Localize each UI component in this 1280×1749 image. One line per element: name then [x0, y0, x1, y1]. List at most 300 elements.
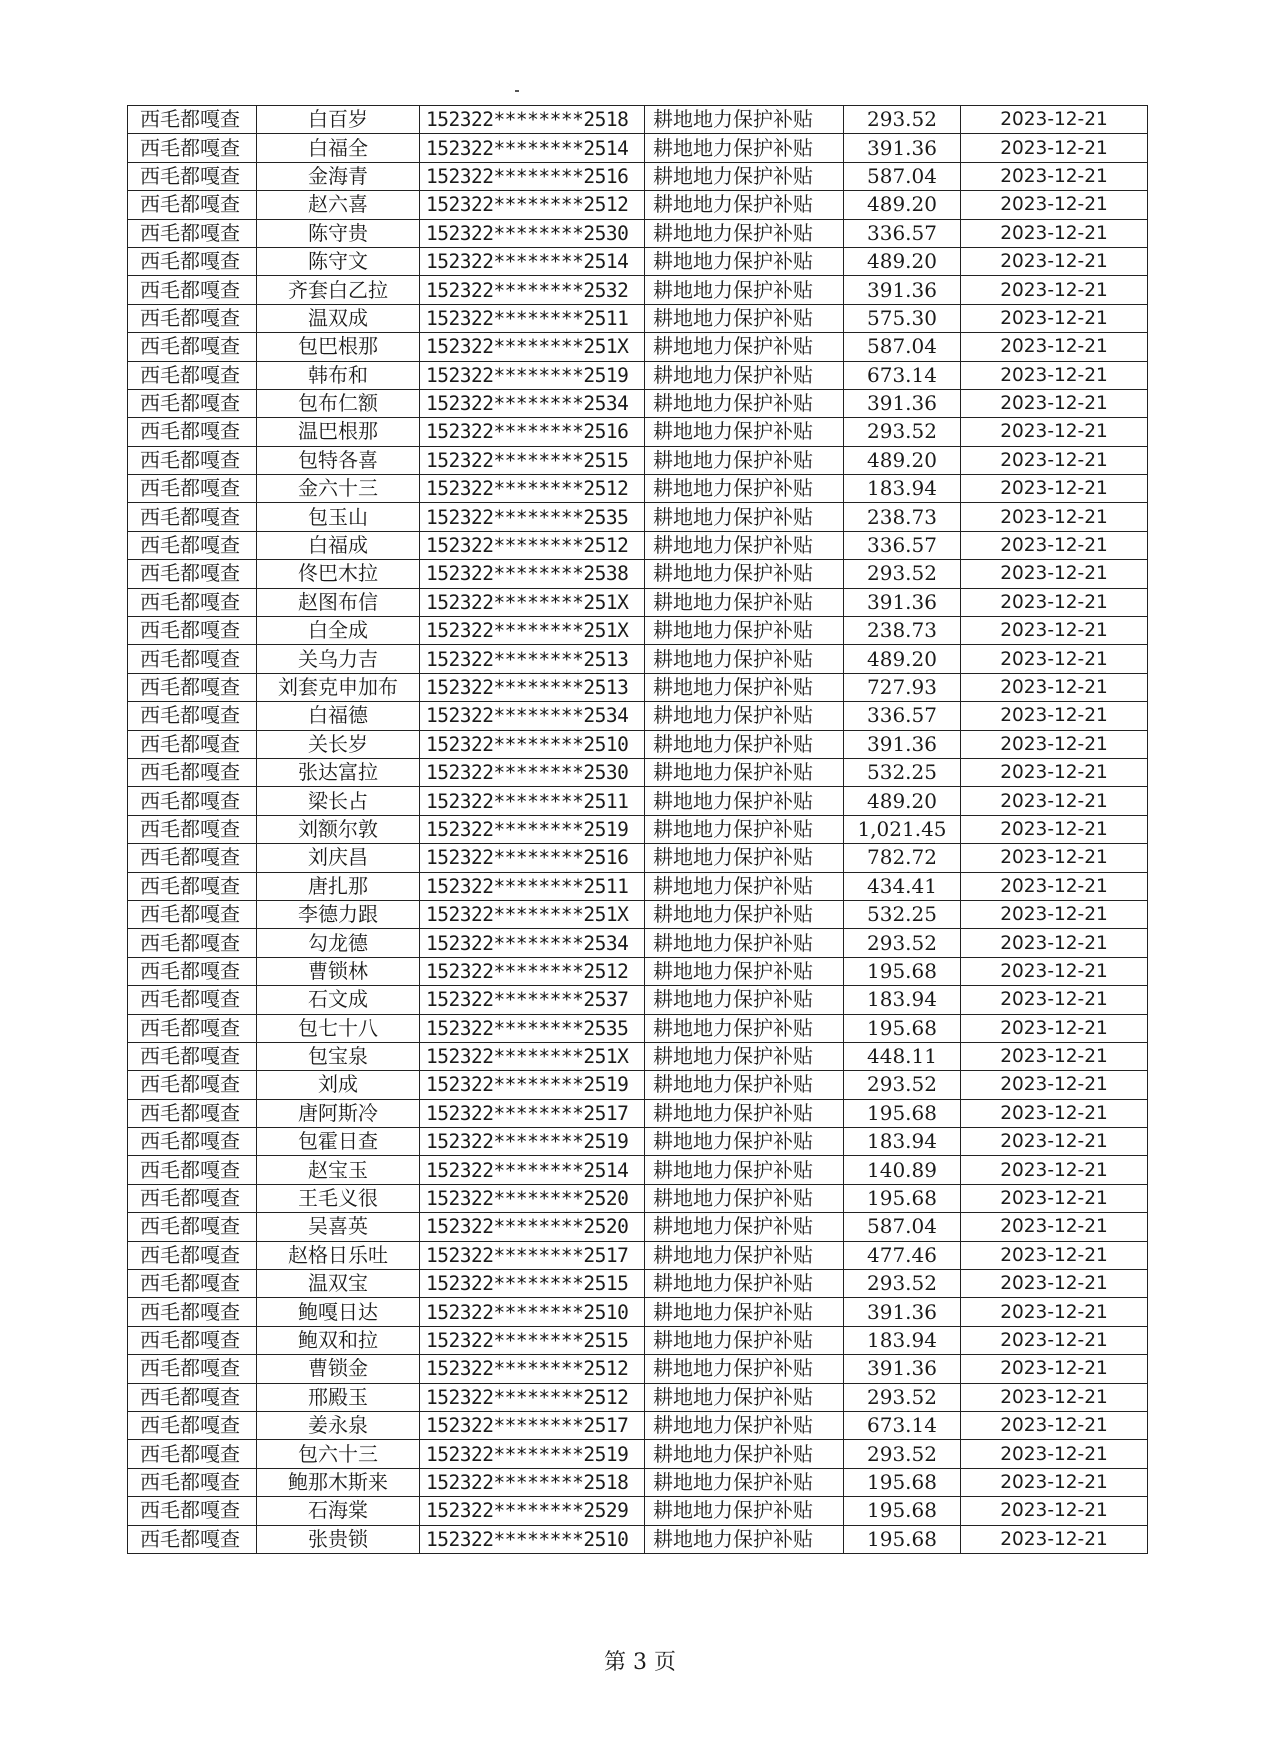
name-cell: 张贵锁: [257, 1525, 420, 1553]
amount-cell: 183.94: [844, 1326, 961, 1354]
id-number-cell: 152322********251X: [420, 588, 645, 616]
subsidy-item-cell: 耕地地力保护补贴: [645, 1355, 844, 1383]
subsidy-item-cell: 耕地地力保护补贴: [645, 475, 844, 503]
id-number-cell: 152322********2519: [420, 1440, 645, 1468]
amount-cell: 575.30: [844, 304, 961, 332]
village-cell: 西毛都嘎查: [128, 872, 257, 900]
subsidy-item-cell: 耕地地力保护补贴: [645, 787, 844, 815]
amount-cell: 489.20: [844, 247, 961, 275]
name-cell: 鲍嘎日达: [257, 1298, 420, 1326]
amount-cell: 183.94: [844, 1128, 961, 1156]
village-cell: 西毛都嘎查: [128, 1383, 257, 1411]
subsidy-item-cell: 耕地地力保护补贴: [645, 1213, 844, 1241]
name-cell: 赵六喜: [257, 191, 420, 219]
subsidy-item-cell: 耕地地力保护补贴: [645, 645, 844, 673]
amount-cell: 195.68: [844, 1014, 961, 1042]
id-number-cell: 152322********2518: [420, 106, 645, 134]
subsidy-item-cell: 耕地地力保护补贴: [645, 1128, 844, 1156]
id-number-cell: 152322********2537: [420, 986, 645, 1014]
name-cell: 赵宝玉: [257, 1156, 420, 1184]
subsidy-item-cell: 耕地地力保护补贴: [645, 1071, 844, 1099]
date-cell: 2023-12-21: [961, 617, 1148, 645]
id-number-cell: 152322********2534: [420, 929, 645, 957]
village-cell: 西毛都嘎查: [128, 900, 257, 928]
amount-cell: 727.93: [844, 673, 961, 701]
table-row: [128, 361, 1148, 389]
subsidy-item-cell: 耕地地力保护补贴: [645, 304, 844, 332]
subsidy-item-cell: 耕地地力保护补贴: [645, 503, 844, 531]
name-cell: 包布仁额: [257, 389, 420, 417]
id-number-cell: 152322********2514: [420, 247, 645, 275]
name-cell: 包玉山: [257, 503, 420, 531]
amount-cell: 183.94: [844, 986, 961, 1014]
name-cell: 白福成: [257, 531, 420, 559]
subsidy-item-cell: 耕地地力保护补贴: [645, 361, 844, 389]
village-cell: 西毛都嘎查: [128, 1525, 257, 1553]
id-number-cell: 152322********2516: [420, 418, 645, 446]
name-cell: 包霍日查: [257, 1128, 420, 1156]
date-cell: 2023-12-21: [961, 1184, 1148, 1212]
table-row: [128, 986, 1148, 1014]
table-row: [128, 389, 1148, 417]
village-cell: 西毛都嘎查: [128, 333, 257, 361]
subsidy-item-cell: 耕地地力保护补贴: [645, 900, 844, 928]
village-cell: 西毛都嘎查: [128, 162, 257, 190]
table-row: [128, 673, 1148, 701]
name-cell: 曹锁金: [257, 1355, 420, 1383]
date-cell: 2023-12-21: [961, 475, 1148, 503]
village-cell: 西毛都嘎查: [128, 247, 257, 275]
amount-cell: 195.68: [844, 1468, 961, 1496]
subsidy-item-cell: 耕地地力保护补贴: [645, 531, 844, 559]
date-cell: 2023-12-21: [961, 1298, 1148, 1326]
date-cell: 2023-12-21: [961, 1326, 1148, 1354]
name-cell: 赵图布信: [257, 588, 420, 616]
amount-cell: 391.36: [844, 134, 961, 162]
date-cell: 2023-12-21: [961, 1468, 1148, 1496]
village-cell: 西毛都嘎查: [128, 730, 257, 758]
table-row: [128, 531, 1148, 559]
id-number-cell: 152322********2516: [420, 844, 645, 872]
amount-cell: 673.14: [844, 1411, 961, 1439]
id-number-cell: 152322********2530: [420, 219, 645, 247]
date-cell: 2023-12-21: [961, 247, 1148, 275]
village-cell: 西毛都嘎查: [128, 418, 257, 446]
table-row: [128, 730, 1148, 758]
id-number-cell: 152322********2512: [420, 531, 645, 559]
id-number-cell: 152322********2517: [420, 1241, 645, 1269]
subsidy-item-cell: 耕地地力保护补贴: [645, 815, 844, 843]
subsidy-item-cell: 耕地地力保护补贴: [645, 560, 844, 588]
amount-cell: 391.36: [844, 588, 961, 616]
id-number-cell: 152322********2520: [420, 1184, 645, 1212]
name-cell: 温双成: [257, 304, 420, 332]
table-row: [128, 560, 1148, 588]
village-cell: 西毛都嘎查: [128, 191, 257, 219]
amount-cell: 489.20: [844, 645, 961, 673]
date-cell: 2023-12-21: [961, 815, 1148, 843]
id-number-cell: 152322********2519: [420, 815, 645, 843]
table-row: [128, 162, 1148, 190]
amount-cell: 391.36: [844, 1355, 961, 1383]
village-cell: 西毛都嘎查: [128, 1468, 257, 1496]
id-number-cell: 152322********2534: [420, 389, 645, 417]
date-cell: 2023-12-21: [961, 986, 1148, 1014]
table-row: [128, 1184, 1148, 1212]
name-cell: 鲍那木斯来: [257, 1468, 420, 1496]
village-cell: 西毛都嘎查: [128, 276, 257, 304]
table-row: [128, 844, 1148, 872]
name-cell: 吴喜英: [257, 1213, 420, 1241]
date-cell: 2023-12-21: [961, 1525, 1148, 1553]
table-row: [128, 900, 1148, 928]
date-cell: 2023-12-21: [961, 333, 1148, 361]
name-cell: 石文成: [257, 986, 420, 1014]
amount-cell: 391.36: [844, 389, 961, 417]
subsidy-item-cell: 耕地地力保护补贴: [645, 986, 844, 1014]
name-cell: 邢殿玉: [257, 1383, 420, 1411]
village-cell: 西毛都嘎查: [128, 673, 257, 701]
id-number-cell: 152322********2514: [420, 1156, 645, 1184]
subsidy-item-cell: 耕地地力保护补贴: [645, 929, 844, 957]
id-number-cell: 152322********2512: [420, 1383, 645, 1411]
id-number-cell: 152322********2511: [420, 872, 645, 900]
name-cell: 白福德: [257, 702, 420, 730]
id-number-cell: 152322********2511: [420, 304, 645, 332]
page-number: 第 3 页: [604, 1650, 676, 1675]
village-cell: 西毛都嘎查: [128, 1014, 257, 1042]
date-cell: 2023-12-21: [961, 1128, 1148, 1156]
amount-cell: 434.41: [844, 872, 961, 900]
table-row: [128, 1071, 1148, 1099]
subsidy-item-cell: 耕地地力保护补贴: [645, 1099, 844, 1127]
date-cell: 2023-12-21: [961, 361, 1148, 389]
name-cell: 唐扎那: [257, 872, 420, 900]
date-cell: 2023-12-21: [961, 106, 1148, 134]
date-cell: 2023-12-21: [961, 418, 1148, 446]
table-row: [128, 588, 1148, 616]
id-number-cell: 152322********2517: [420, 1099, 645, 1127]
name-cell: 温巴根那: [257, 418, 420, 446]
table-row: [128, 957, 1148, 985]
amount-cell: 532.25: [844, 758, 961, 786]
table-row: [128, 191, 1148, 219]
table-row: [128, 1468, 1148, 1496]
table-row: [128, 1156, 1148, 1184]
id-number-cell: 152322********2530: [420, 758, 645, 786]
name-cell: 韩布和: [257, 361, 420, 389]
name-cell: 刘成: [257, 1071, 420, 1099]
table-row: [128, 645, 1148, 673]
date-cell: 2023-12-21: [961, 758, 1148, 786]
subsidy-item-cell: 耕地地力保护补贴: [645, 1411, 844, 1439]
amount-cell: 391.36: [844, 730, 961, 758]
id-number-cell: 152322********2514: [420, 134, 645, 162]
subsidy-item-cell: 耕地地力保护补贴: [645, 1241, 844, 1269]
id-number-cell: 152322********251X: [420, 1042, 645, 1070]
date-cell: 2023-12-21: [961, 844, 1148, 872]
village-cell: 西毛都嘎查: [128, 1156, 257, 1184]
name-cell: 佟巴木拉: [257, 560, 420, 588]
date-cell: 2023-12-21: [961, 702, 1148, 730]
subsidy-item-cell: 耕地地力保护补贴: [645, 1383, 844, 1411]
date-cell: 2023-12-21: [961, 446, 1148, 474]
village-cell: 西毛都嘎查: [128, 1042, 257, 1070]
amount-cell: 293.52: [844, 1270, 961, 1298]
subsidy-table: [127, 105, 1148, 1554]
name-cell: 刘套克申加布: [257, 673, 420, 701]
name-cell: 齐套白乙拉: [257, 276, 420, 304]
village-cell: 西毛都嘎查: [128, 1411, 257, 1439]
table-row: [128, 1014, 1148, 1042]
id-number-cell: 152322********2519: [420, 1071, 645, 1099]
id-number-cell: 152322********2512: [420, 191, 645, 219]
village-cell: 西毛都嘎查: [128, 1497, 257, 1525]
id-number-cell: 152322********2511: [420, 787, 645, 815]
village-cell: 西毛都嘎查: [128, 1213, 257, 1241]
id-number-cell: 152322********251X: [420, 617, 645, 645]
name-cell: 勾龙德: [257, 929, 420, 957]
village-cell: 西毛都嘎查: [128, 844, 257, 872]
date-cell: 2023-12-21: [961, 191, 1148, 219]
subsidy-item-cell: 耕地地力保护补贴: [645, 1042, 844, 1070]
name-cell: 刘庆昌: [257, 844, 420, 872]
subsidy-item-cell: 耕地地力保护补贴: [645, 219, 844, 247]
id-number-cell: 152322********2535: [420, 503, 645, 531]
amount-cell: 293.52: [844, 418, 961, 446]
village-cell: 西毛都嘎查: [128, 1440, 257, 1468]
amount-cell: 238.73: [844, 617, 961, 645]
id-number-cell: 152322********2519: [420, 1128, 645, 1156]
village-cell: 西毛都嘎查: [128, 134, 257, 162]
subsidy-item-cell: 耕地地力保护补贴: [645, 957, 844, 985]
date-cell: 2023-12-21: [961, 1383, 1148, 1411]
name-cell: 曹锁林: [257, 957, 420, 985]
date-cell: 2023-12-21: [961, 900, 1148, 928]
amount-cell: 489.20: [844, 787, 961, 815]
subsidy-item-cell: 耕地地力保护补贴: [645, 247, 844, 275]
village-cell: 西毛都嘎查: [128, 957, 257, 985]
date-cell: 2023-12-21: [961, 276, 1148, 304]
id-number-cell: 152322********2515: [420, 1270, 645, 1298]
subsidy-item-cell: 耕地地力保护补贴: [645, 333, 844, 361]
amount-cell: 532.25: [844, 900, 961, 928]
date-cell: 2023-12-21: [961, 929, 1148, 957]
amount-cell: 293.52: [844, 106, 961, 134]
date-cell: 2023-12-21: [961, 1270, 1148, 1298]
scan-mark: [515, 90, 519, 92]
village-cell: 西毛都嘎查: [128, 304, 257, 332]
amount-cell: 293.52: [844, 560, 961, 588]
amount-cell: 489.20: [844, 191, 961, 219]
date-cell: 2023-12-21: [961, 389, 1148, 417]
village-cell: 西毛都嘎查: [128, 986, 257, 1014]
date-cell: 2023-12-21: [961, 560, 1148, 588]
id-number-cell: 152322********2512: [420, 957, 645, 985]
village-cell: 西毛都嘎查: [128, 758, 257, 786]
subsidy-item-cell: 耕地地力保护补贴: [645, 872, 844, 900]
id-number-cell: 152322********2518: [420, 1468, 645, 1496]
village-cell: 西毛都嘎查: [128, 475, 257, 503]
subsidy-item-cell: 耕地地力保护补贴: [645, 418, 844, 446]
date-cell: 2023-12-21: [961, 1497, 1148, 1525]
subsidy-item-cell: 耕地地力保护补贴: [645, 1497, 844, 1525]
amount-cell: 195.68: [844, 957, 961, 985]
table-row: [128, 503, 1148, 531]
subsidy-item-cell: 耕地地力保护补贴: [645, 844, 844, 872]
subsidy-item-cell: 耕地地力保护补贴: [645, 191, 844, 219]
id-number-cell: 152322********2510: [420, 1298, 645, 1326]
id-number-cell: 152322********2515: [420, 1326, 645, 1354]
date-cell: 2023-12-21: [961, 787, 1148, 815]
id-number-cell: 152322********2519: [420, 361, 645, 389]
table-row: [128, 247, 1148, 275]
date-cell: 2023-12-21: [961, 673, 1148, 701]
amount-cell: 293.52: [844, 929, 961, 957]
amount-cell: 183.94: [844, 475, 961, 503]
amount-cell: 336.57: [844, 702, 961, 730]
amount-cell: 489.20: [844, 446, 961, 474]
id-number-cell: 152322********2516: [420, 162, 645, 190]
village-cell: 西毛都嘎查: [128, 1128, 257, 1156]
amount-cell: 195.68: [844, 1497, 961, 1525]
name-cell: 李德力跟: [257, 900, 420, 928]
village-cell: 西毛都嘎查: [128, 588, 257, 616]
table-row: [128, 787, 1148, 815]
id-number-cell: 152322********2512: [420, 1355, 645, 1383]
amount-cell: 293.52: [844, 1383, 961, 1411]
id-number-cell: 152322********2510: [420, 730, 645, 758]
date-cell: 2023-12-21: [961, 588, 1148, 616]
table-row: [128, 106, 1148, 134]
amount-cell: 293.52: [844, 1071, 961, 1099]
id-number-cell: 152322********2517: [420, 1411, 645, 1439]
table-row: [128, 929, 1148, 957]
subsidy-item-cell: 耕地地力保护补贴: [645, 730, 844, 758]
subsidy-item-cell: 耕地地力保护补贴: [645, 1156, 844, 1184]
subsidy-item-cell: 耕地地力保护补贴: [645, 702, 844, 730]
name-cell: 包宝泉: [257, 1042, 420, 1070]
name-cell: 石海棠: [257, 1497, 420, 1525]
date-cell: 2023-12-21: [961, 1042, 1148, 1070]
name-cell: 包六十三: [257, 1440, 420, 1468]
name-cell: 关长岁: [257, 730, 420, 758]
village-cell: 西毛都嘎查: [128, 617, 257, 645]
subsidy-item-cell: 耕地地力保护补贴: [645, 106, 844, 134]
date-cell: 2023-12-21: [961, 645, 1148, 673]
village-cell: 西毛都嘎查: [128, 1270, 257, 1298]
date-cell: 2023-12-21: [961, 872, 1148, 900]
table-row: [128, 617, 1148, 645]
subsidy-item-cell: 耕地地力保护补贴: [645, 276, 844, 304]
id-number-cell: 152322********251X: [420, 333, 645, 361]
table-row: [128, 1355, 1148, 1383]
table-row: [128, 134, 1148, 162]
name-cell: 张达富拉: [257, 758, 420, 786]
table-row: [128, 446, 1148, 474]
table-row: [128, 276, 1148, 304]
subsidy-item-cell: 耕地地力保护补贴: [645, 1184, 844, 1212]
village-cell: 西毛都嘎查: [128, 446, 257, 474]
date-cell: 2023-12-21: [961, 730, 1148, 758]
date-cell: 2023-12-21: [961, 162, 1148, 190]
table-row: [128, 1270, 1148, 1298]
amount-cell: 587.04: [844, 162, 961, 190]
name-cell: 金六十三: [257, 475, 420, 503]
date-cell: 2023-12-21: [961, 531, 1148, 559]
id-number-cell: 152322********2532: [420, 276, 645, 304]
table-row: [128, 1383, 1148, 1411]
date-cell: 2023-12-21: [961, 1241, 1148, 1269]
village-cell: 西毛都嘎查: [128, 503, 257, 531]
amount-cell: 293.52: [844, 1440, 961, 1468]
village-cell: 西毛都嘎查: [128, 702, 257, 730]
name-cell: 白全成: [257, 617, 420, 645]
date-cell: 2023-12-21: [961, 1156, 1148, 1184]
date-cell: 2023-12-21: [961, 503, 1148, 531]
date-cell: 2023-12-21: [961, 134, 1148, 162]
name-cell: 金海青: [257, 162, 420, 190]
table-row: [128, 1042, 1148, 1070]
amount-cell: 140.89: [844, 1156, 961, 1184]
name-cell: 梁长占: [257, 787, 420, 815]
table-row: [128, 758, 1148, 786]
village-cell: 西毛都嘎查: [128, 1298, 257, 1326]
subsidy-item-cell: 耕地地力保护补贴: [645, 162, 844, 190]
subsidy-item-cell: 耕地地力保护补贴: [645, 389, 844, 417]
amount-cell: 587.04: [844, 1213, 961, 1241]
table-row: [128, 1213, 1148, 1241]
id-number-cell: 152322********2538: [420, 560, 645, 588]
date-cell: 2023-12-21: [961, 1071, 1148, 1099]
name-cell: 白百岁: [257, 106, 420, 134]
village-cell: 西毛都嘎查: [128, 815, 257, 843]
amount-cell: 336.57: [844, 219, 961, 247]
village-cell: 西毛都嘎查: [128, 219, 257, 247]
date-cell: 2023-12-21: [961, 304, 1148, 332]
name-cell: 刘额尔敦: [257, 815, 420, 843]
amount-cell: 782.72: [844, 844, 961, 872]
table-row: [128, 702, 1148, 730]
date-cell: 2023-12-21: [961, 1014, 1148, 1042]
name-cell: 姜永泉: [257, 1411, 420, 1439]
amount-cell: 448.11: [844, 1042, 961, 1070]
id-number-cell: 152322********2535: [420, 1014, 645, 1042]
id-number-cell: 152322********2513: [420, 673, 645, 701]
subsidy-item-cell: 耕地地力保护补贴: [645, 1270, 844, 1298]
name-cell: 赵格日乐吐: [257, 1241, 420, 1269]
id-number-cell: 152322********2515: [420, 446, 645, 474]
date-cell: 2023-12-21: [961, 1099, 1148, 1127]
name-cell: 鲍双和拉: [257, 1326, 420, 1354]
id-number-cell: 152322********2520: [420, 1213, 645, 1241]
subsidy-item-cell: 耕地地力保护补贴: [645, 134, 844, 162]
name-cell: 温双宝: [257, 1270, 420, 1298]
village-cell: 西毛都嘎查: [128, 1241, 257, 1269]
name-cell: 关乌力吉: [257, 645, 420, 673]
amount-cell: 391.36: [844, 276, 961, 304]
subsidy-item-cell: 耕地地力保护补贴: [645, 673, 844, 701]
id-number-cell: 152322********2513: [420, 645, 645, 673]
village-cell: 西毛都嘎查: [128, 1184, 257, 1212]
id-number-cell: 152322********2510: [420, 1525, 645, 1553]
table-row: [128, 1128, 1148, 1156]
amount-cell: 673.14: [844, 361, 961, 389]
name-cell: 陈守文: [257, 247, 420, 275]
table-row: [128, 219, 1148, 247]
id-number-cell: 152322********2512: [420, 475, 645, 503]
subsidy-item-cell: 耕地地力保护补贴: [645, 758, 844, 786]
